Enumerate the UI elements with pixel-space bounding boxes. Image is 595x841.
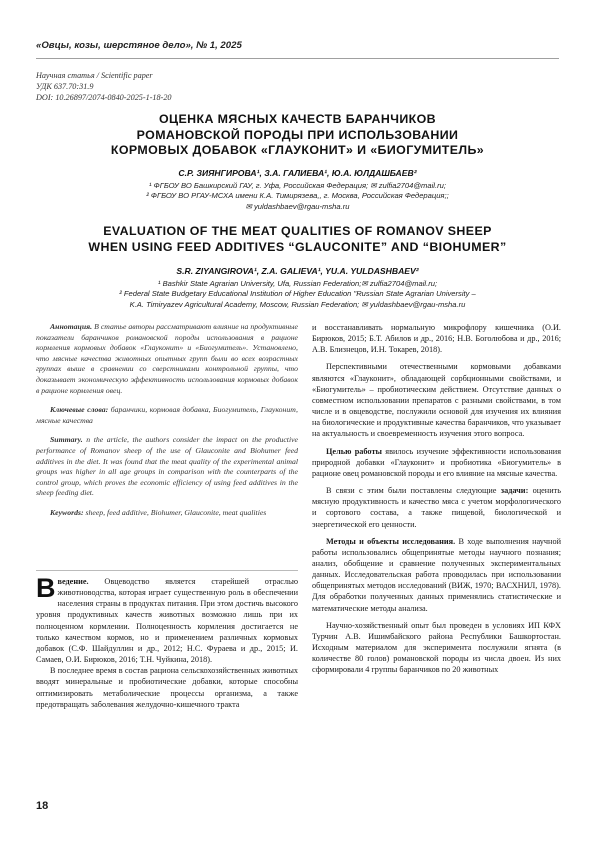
methods-text: В ходе выполнения научной работы использовались общепринятые методы научного познания; анализ, обобщение и сравнение полученных экспериментальных данных. Исследовательская работа проводилась при использовании общепринятых методов исследований (ВИЖ, 1970; ВАСХНИЛ, 1978). Для обработки полученных данных применялись статистические и математические методы анализа. (312, 536, 561, 613)
abstract-ru-label: Аннотация. (50, 322, 93, 331)
aim-label: Целью работы (326, 446, 382, 456)
title-en-line: EVALUATION OF THE MEAT QUALITIES OF ROMANOV SHEEP (103, 224, 492, 238)
title-ru-line: ОЦЕНКА МЯСНЫХ КАЧЕСТВ БАРАНЧИКОВ (159, 112, 436, 126)
affiliations-en (36, 279, 559, 310)
abstract-en-label: Summary. (50, 435, 83, 445)
keywords-en-label: Keywords: (50, 507, 84, 517)
abstract-ru-text: В статье авторы рассматривают влияние на продуктивные показатели баранчиков романовской породы использования в рационе кормления кормовых добавок «Глауконит» и «Биогумитель». Установлено, что мясные качества животных опытных групп были во всех возрастных группах выше в сравнении со сверстниками контрольной группы, что доказывает экономическую эффективность использования кормовых добавок в рационе кормления овец. (36, 322, 298, 395)
abstract-divider (36, 570, 298, 571)
affiliations-ru (36, 181, 559, 212)
methods-label: Методы и объекты исследования. (326, 536, 456, 546)
intro-paragraph-2: В последнее время в состав рациона сельскохозяйственных животных вводят минеральные и пробиотические добавки, которые способны оптимизировать метаболические процессы организма, а также предотвращать заболевания желудочно-кишечного тракта (36, 666, 298, 709)
udk-code: УДК 637.70:31.9 (36, 82, 94, 91)
title-ru-line: КОРМОВЫХ ДОБАВОК «ГЛАУКОНИТ» И «БИОГУМИТЕЛЬ» (110, 143, 485, 157)
tasks-intro: В связи с этим были поставлены следующие (326, 486, 497, 496)
affiliation-line: ¹ ФГБОУ ВО Башкирский ГАУ, г. Уфа, Российская Федерация; ✉ zulfia2704@mail.ru; (149, 181, 446, 190)
doi[interactable]: DOI: 10.26897/2074-0840-2025-1-18-20 (36, 93, 172, 102)
tasks-text: оценить мясную продуктивность и качество мяса с учетом морфологического и сортового состава, а также пищевой, биологической и энергетической его ценности. (312, 486, 562, 529)
keywords-en (36, 508, 298, 519)
page-number: 18 (36, 800, 49, 812)
abstract-ru (36, 322, 298, 396)
title-en-line: WHEN USING FEED ADDITIVES “GLAUCONITE” AND “BIOHUMER” (88, 239, 507, 254)
title-ru (36, 112, 559, 159)
title-en (36, 224, 559, 255)
tasks-paragraph (312, 485, 561, 530)
right-column (312, 322, 561, 676)
aim-text: явилось изучение эффективности использования природной добавки «Глауконит» и пробиотика «Биогумитель» в рационе овец романовской породы и его влияние на мясные качества. (312, 446, 561, 478)
drop-cap: В (36, 573, 56, 603)
intro-paragraph (36, 573, 299, 665)
abstract-en-text: n the article, the authors consider the impact on the productive performance of Romanov sheep of the use of Glauconite and Biohumer feed additives in the diet. It was found that the meat quality of the experimental animal groups was higher in all age groups in comparison with the counterparts of the control group, which proves the economic efficiency of using feed additives in the sheep feeding diet. (36, 435, 298, 498)
header-divider (36, 58, 559, 59)
affiliation-line: K.A. Timiryazev Agricultural Academy, Moscow, Russian Federation; ✉ yuldashbaev@rgau-msha.ru (129, 299, 466, 309)
keywords-en-text: sheep, feed additive, Biohumer, Glauconite, meat qualities (85, 507, 267, 517)
intro-heading: ведение. (57, 577, 89, 586)
abstract-en (36, 435, 298, 499)
keywords-ru-text: баранчики, кормовая добавка, Биогумитель, Глауконит, мясные качества (36, 405, 298, 425)
journal-header: «Овцы, козы, шерстяное дело», № 1, 2025 (36, 40, 242, 51)
left-column (36, 322, 298, 519)
affiliation-line: ² ФГБОУ ВО РГАУ-МСХА имени К.А. Тимирязева,, г. Москва, Российская Федерация;; (146, 191, 449, 201)
intro-text: Овцеводство является старейшей отраслью животноводства, которая играет существенную роль в обеспечении населения страны в продуктах питания. При этом достичь высокого уровня продуктивных качеств животных возможно лишь при их полноценном кормлении. Полноценность кормления достигается не только качеством кормов, но и применением различных кормовых добавок (С.Ф. Шайдуллин и др., 2012; Н.С. Фураева и др., 2015; И. Самаев, О.И. Бирюков, 2016; Т.Н. Чуйкина, 2018). (36, 577, 299, 665)
keywords-ru (36, 405, 298, 426)
keywords-ru-label: Ключевые слова: (50, 405, 109, 415)
right-paragraph-1: и восстанавливать нормальную микрофлору кишечника (О.И. Бирюков, 2015; Б.Т. Абилов и др., 2016; Н.В. Боголюбова и др., 2016; А.В. Близнецов, И.Н. Токарев, 2018). (312, 323, 561, 355)
tasks-label: задачи: (500, 486, 529, 496)
intro-section (36, 573, 299, 710)
authors-ru: С.Р. ЗИЯНГИРОВА¹, З.А. ГАЛИЕВА¹, Ю.А. ЮЛДАШБАЕВ² (178, 168, 417, 178)
aim-paragraph (312, 446, 561, 479)
methods-paragraph (312, 536, 561, 614)
article-meta (36, 70, 172, 103)
right-paragraph-2: Перспективными отечественными кормовыми добавками являются «Глауконит», обладающей сорбционными свойствами, и «Биогумитель» – пробиотическим действием. Отсутствие данных о совместном использовании препаратов с разными свойствами, в том числе и в овцеводстве, послужили основой для изучения их влияния на биологические и продуктивные качества баранчиков, что указывает на актуальность и своевременность изучения этого вопроса. (312, 362, 561, 439)
affiliation-email[interactable]: ✉ yuldashbaev@rgau-msha.ru (245, 201, 350, 211)
experiment-paragraph: Научно-хозяйственный опыт был проведен в условиях ИП КФХ Турчин А.В. Ишимбайского района Республики Башкортостан. Исходным материалом для эксперимента послужили ягнята (в количестве 80 голов) романовской породы из числа двоен. Из них сформировали 4 группы баранчиков по 20 животных (312, 620, 561, 675)
affiliation-line: ¹ Bashkir State Agrarian University, Ufa, Russian Federation;✉ zulfia2704@mail.ru; (157, 279, 438, 288)
article-type: Научная статья / Scientific paper (36, 71, 153, 80)
affiliation-line: ² Federal State Budgetary Educational Institution of Higher Education "Russian State Agrarian University – (119, 289, 476, 299)
authors-en: S.R. ZIYANGIROVA¹, Z.A. GALIEVA¹, YU.A. YULDASHBAEV² (176, 266, 419, 276)
title-ru-line: РОМАНОВСКОЙ ПОРОДЫ ПРИ ИСПОЛЬЗОВАНИИ (136, 127, 459, 142)
